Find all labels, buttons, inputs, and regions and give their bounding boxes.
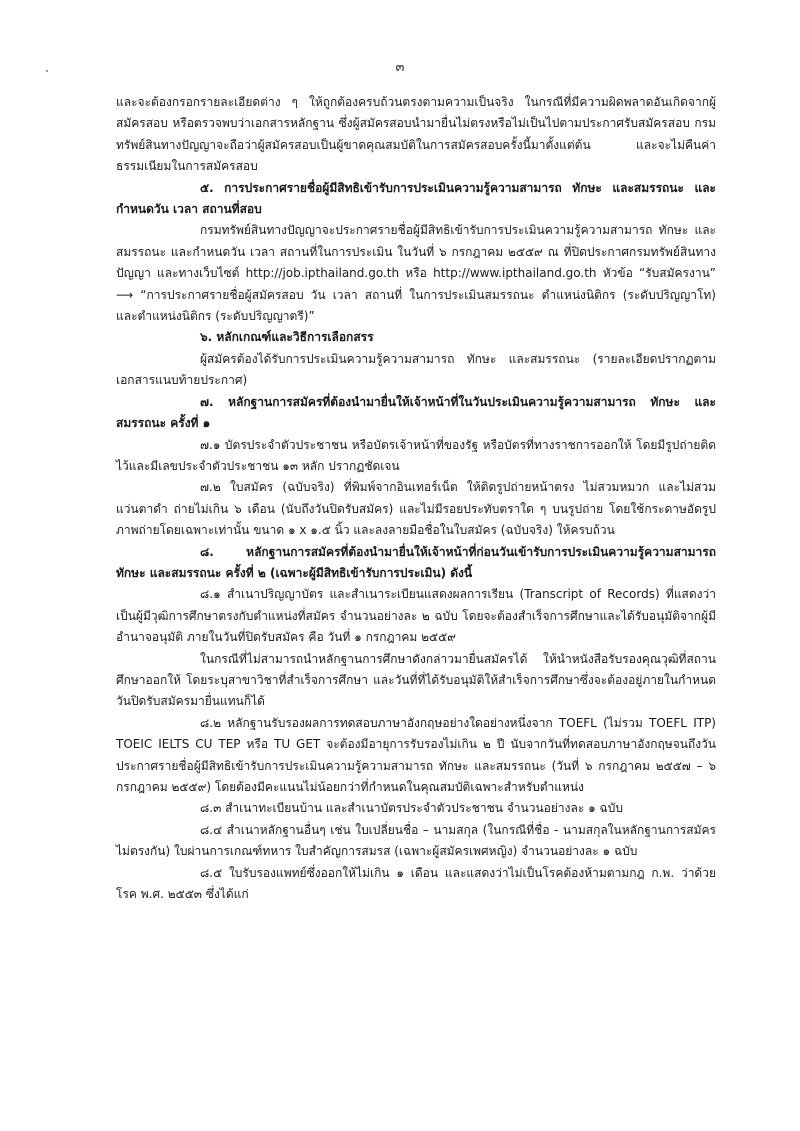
page-number: ๓ xyxy=(395,60,405,75)
section-heading: ๘. หลักฐานการสมัครที่ต้องนำมายื่นให้เจ้าหน้าที่ก่อนวันเข้ารับการประเมินความรู้ความสามารถ ทักษะ และสมรรถนะ ครั้งที่ ๒ (เฉพาะผู้มีสิทธิเข้ารับการประเมิน) ดังนี้ xyxy=(116,544,716,580)
paragraph: กรมทรัพย์สินทางปัญญาจะประกาศรายชื่อผู้มีสิทธิเข้ารับการประเมินความรู้ความสามารถ ทักษะ และสมรรถนะ และกำหนดวัน เวลา สถานที่ในการประเมิน ในวันที่ ๖ กรกฎาคม ๒๕๕๙ ณ ที่ปิดประกาศกรมทรัพย์สินทางปัญญา และทางเว็บไซต์ http://job.ipthailand.go.th หรือ http://www.ipthailand.go.th หัวข้อ “รับสมัครงาน” ⟶ “การประกาศรายชื่อผู้สมัครสอบ วัน เวลา สถานที่ ในการประเมินสมรรถนะ ตำแหน่งนิติกร (ระดับปริญญาโท) และตำแหน่งนิติกร (ระดับปริญญาตรี)” xyxy=(116,223,716,324)
paragraph: และจะต้องกรอกรายละเอียดต่าง ๆ ให้ถูกต้องครบถ้วนตรงตามความเป็นจริง ในกรณีที่มีความผิดพลาดอันเกิดจากผู้สมัครสอบ หรือตรวจพบว่าเอกสารหลักฐาน ซึ่งผู้สมัครสอบนำมายื่นไม่ตรงหรือไม่เป็นไปตามประกาศรับสมัครสอบ กรมทรัพย์สินทางปัญญาจะถือว่าผู้สมัครสอบเป็นผู้ขาดคุณสมบัติในการสมัครสอบครั้งนี้มาตั้งแต่ต้น และจะไม่คืนค่าธรรมเนียมในการสมัครสอบ xyxy=(116,95,716,174)
paragraph: ๘.๒ หลักฐานรับรองผลการทดสอบภาษาอังกฤษอย่างใดอย่างหนึ่งจาก TOEFL (ไม่รวม TOEFL ITP) TOEIC IELTS CU TEP หรือ TU GET จะต้องมีอายุการรับรองไม่เกิน ๒ ปี นับจากวันที่ทดสอบภาษาอังกฤษจนถึงวันประกาศรายชื่อผู้มีสิทธิเข้ารับการประเมินความรู้ความสามารถ ทักษะ และสมรรถนะ (วันที่ ๖ กรกฎาคม ๒๕๕๗ – ๖ กรกฎาคม ๒๕๕๙) โดยต้องมีคะแนนไม่น้อยกว่าที่กำหนดในคุณสมบัติเฉพาะสำหรับตำแหน่ง xyxy=(116,715,716,794)
section-heading: ๗. หลักฐานการสมัครที่ต้องนำมายื่นให้เจ้าหน้าที่ในวันประเมินความรู้ความสามารถ ทักษะ และสมรรถนะ ครั้งที่ ๑ xyxy=(116,394,716,431)
paragraph: ๗.๒ ใบสมัคร (ฉบับจริง) ที่พิมพ์จากอินเทอร์เน็ต ให้ติดรูปถ่ายหน้าตรง ไม่สวมหมวก และไม่สวมแว่นตาดำ ถ่ายไม่เกิน ๖ เดือน (นับถึงวันปิดรับสมัคร) และไม่มีรอยประทับตราใด ๆ บนรูปถ่าย โดยใช้กระดาษอัดรูปภาพถ่ายโดยเฉพาะเท่านั้น ขนาด ๑ x ๑.๕ นิ้ว และลงลายมือชื่อในใบสมัคร (ฉบับจริง) ให้ครบถ้วน xyxy=(116,480,716,538)
paragraph: ๗.๑ บัตรประจำตัวประชาชน หรือบัตรเจ้าหน้าที่ของรัฐ หรือบัตรที่ทางราชการออกให้ โดยมีรูปถ่ายติดไว้และมีเลขประจำตัวประชาชน ๑๓ หลัก ปรากฏชัดเจน xyxy=(116,437,716,473)
paragraph: ๘.๓ สำเนาทะเบียนบ้าน และสำเนาบัตรประจำตัวประชาชน จำนวนอย่างละ ๑ ฉบับ xyxy=(200,801,623,816)
paragraph: ๘.๕ ใบรับรองแพทย์ซึ่งออกให้ไม่เกิน ๑ เดือน และแสดงว่าไม่เป็นโรคต้องห้ามตามกฎ ก.พ. ว่าด้วยโรค พ.ศ. ๒๕๕๓ ซึ่งได้แก่ xyxy=(116,865,716,902)
section-heading: ๕. การประกาศรายชื่อผู้มีสิทธิเข้ารับการประเมินความรู้ความสามารถ ทักษะ และสมรรถนะ และกำหนดวัน เวลา สถานที่สอบ xyxy=(116,180,716,217)
paragraph: ในกรณีที่ไม่สามารถนำหลักฐานการศึกษาดังกล่าวมายื่นสมัครได้ ให้นำหนังสือรับรองคุณวุฒิที่สถานศึกษาออกให้ โดยระบุสาขาวิชาที่สำเร็จการศึกษา และวันที่ที่ได้รับอนุมัติให้สำเร็จการศึกษาซึ่งจะต้องอยู่ภายในกำหนดวันปิดรับสมัครมายื่นแทนก็ได้ xyxy=(116,651,716,709)
paragraph: ๘.๔ สำเนาหลักฐานอื่นๆ เช่น ใบเปลี่ยนชื่อ – นามสกุล (ในกรณีที่ชื่อ - นามสกุลในหลักฐานการสมัครไม่ตรงกัน) ใบผ่านการเกณฑ์ทหาร ใบสำคัญการสมรส (เฉพาะผู้สมัครเพศหญิง) จำนวนอย่างละ ๑ ฉบับ xyxy=(116,822,716,859)
document-body xyxy=(116,92,716,905)
section-heading: ๖. หลักเกณฑ์และวิธีการเลือกสรร xyxy=(200,330,374,345)
paragraph: ๘.๑ สำเนาปริญญาบัตร และสำเนาระเบียนแสดงผลการเรียน (Transcript of Records) ที่แสดงว่าเป็นผู้มีวุฒิการศึกษาตรงกับตำแหน่งที่สมัคร จำนวนอย่างละ ๒ ฉบับ โดยจะต้องสำเร็จการศึกษาและได้รับอนุมัติจากผู้มีอำนาจอนุมัติ ภายในวันที่ปิดรับสมัคร คือ วันที่ ๑ กรกฎาคม ๒๕๕๙ xyxy=(116,587,716,645)
paragraph: ผู้สมัครต้องได้รับการประเมินความรู้ความสามารถ ทักษะ และสมรรถนะ (รายละเอียดปรากฏตามเอกสารแนบท้ายประกาศ) xyxy=(116,351,716,388)
